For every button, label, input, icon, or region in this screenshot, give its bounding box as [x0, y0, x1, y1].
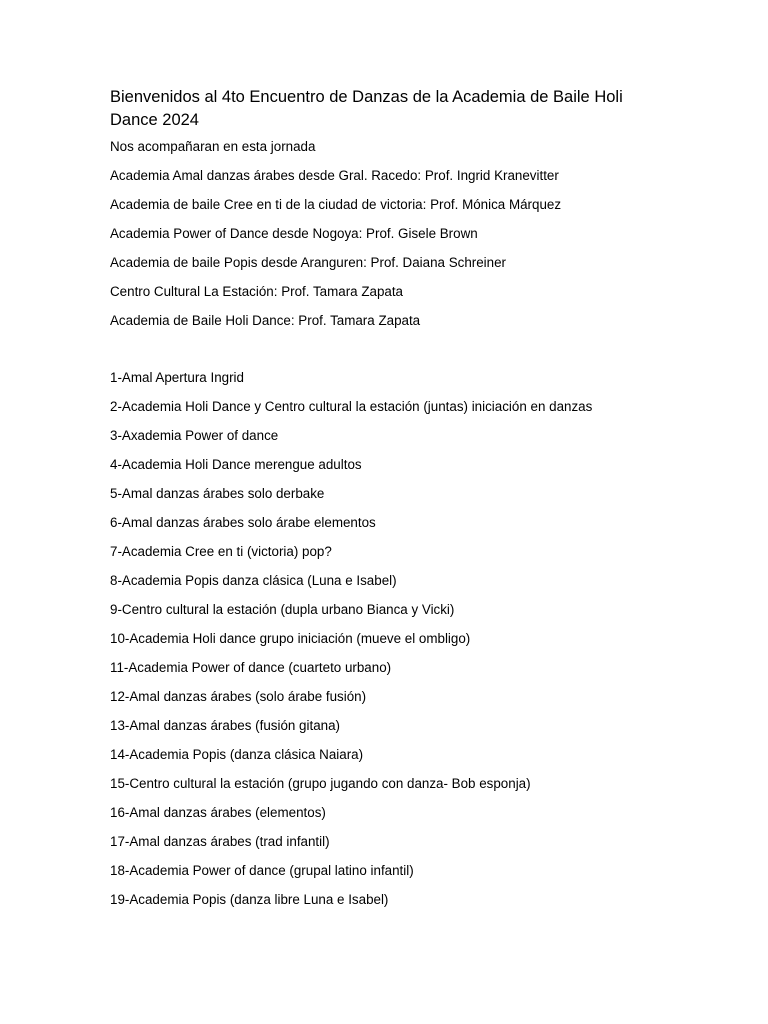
intro-line: Nos acompañaran en esta jornada [110, 139, 316, 154]
program-item: 13-Amal danzas árabes (fusión gitana) [110, 718, 341, 733]
intro-line: Academia de baile Popis desde Aranguren: Prof. Daiana Schreiner [110, 255, 507, 270]
program-item: 3-Axademia Power of dance [110, 428, 279, 443]
program-item: 7-Academia Cree en ti (victoria) pop? [110, 544, 332, 559]
program-item: 1-Amal Apertura Ingrid [110, 370, 244, 385]
program-item: 11-Academia Power of dance (cuarteto urbano) [110, 660, 392, 675]
intro-line: Academia Amal danzas árabes desde Gral. Racedo: Prof. Ingrid Kranevitter [110, 168, 559, 183]
program-item: 15-Centro cultural la estación (grupo jugando con danza- Bob esponja) [110, 776, 531, 791]
intro-line: Academia de baile Cree en ti de la ciudad de victoria: Prof. Mónica Márquez [110, 197, 562, 212]
program-item: 14-Academia Popis (danza clásica Naiara) [110, 747, 364, 762]
program-item: 6-Amal danzas árabes solo árabe elementos [110, 515, 376, 530]
program-item: 2-Academia Holi Dance y Centro cultural la estación (juntas) iniciación en danzas [110, 399, 593, 414]
document-title: Bienvenidos al 4to Encuentro de Danzas de la Academia de Baile Holi Dance 2024 [110, 88, 623, 129]
program-item: 12-Amal danzas árabes (solo árabe fusión) [110, 689, 367, 704]
program-item: 19-Academia Popis (danza libre Luna e Isabel) [110, 892, 389, 907]
program-item: 16-Amal danzas árabes (elementos) [110, 805, 326, 820]
intro-line: Centro Cultural La Estación: Prof. Tamara Zapata [110, 284, 404, 299]
program-item: 17-Amal danzas árabes (trad infantil) [110, 834, 330, 849]
program-list [110, 369, 670, 908]
program-item: 18-Academia Power of dance (grupal latino infantil) [110, 863, 414, 878]
program-item: 9-Centro cultural la estación (dupla urbano Bianca y Vicki) [110, 602, 455, 617]
program-item: 8-Academia Popis danza clásica (Luna e Isabel) [110, 573, 397, 588]
document-page [110, 86, 670, 920]
blank-line [110, 341, 670, 369]
intro-section [110, 138, 670, 329]
program-item: 10-Academia Holi dance grupo iniciación (mueve el ombligo) [110, 631, 471, 646]
program-item: 4-Academia Holi Dance merengue adultos [110, 457, 362, 472]
intro-line: Academia de Baile Holi Dance: Prof. Tamara Zapata [110, 313, 421, 328]
intro-line: Academia Power of Dance desde Nogoya: Prof. Gisele Brown [110, 226, 478, 241]
program-item: 5-Amal danzas árabes solo derbake [110, 486, 325, 501]
